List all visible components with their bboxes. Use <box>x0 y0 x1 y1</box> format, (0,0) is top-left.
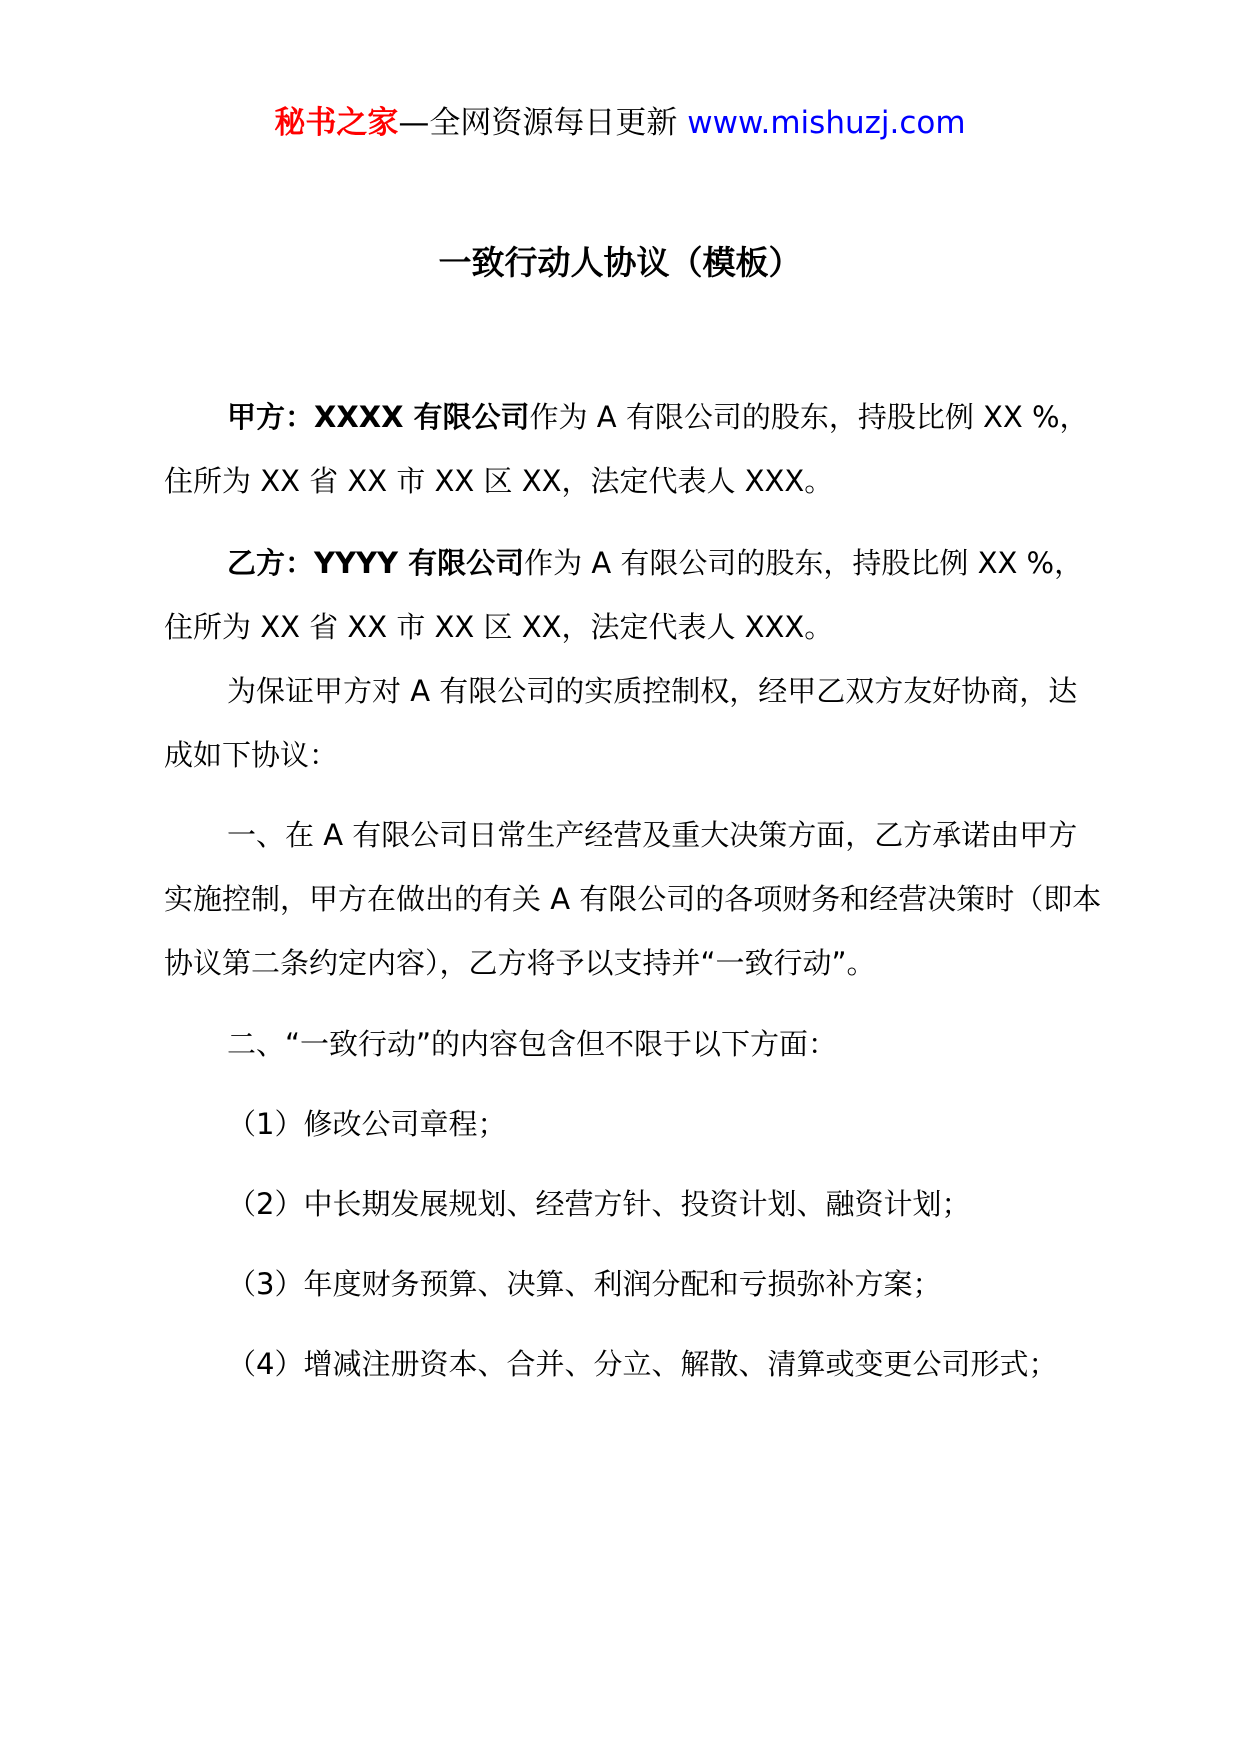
site-brand: 秘书之家 <box>274 105 399 141</box>
site-url-link[interactable]: www.mishuzj.com <box>687 105 966 141</box>
clause-two-paragraph: 二、“一致行动”的内容包含但不限于以下方面： <box>227 1027 838 1061</box>
list-item: （2）中长期发展规划、经营方针、投资计划、融资计划； <box>227 1187 971 1221</box>
document-body <box>164 385 1104 1396</box>
list-item: （1）修改公司章程； <box>227 1107 507 1141</box>
party-a-text: 作为 A 有限公司的股东，持股比例 XX %，住所为 XX 省 XX 市 XX 区 XX，法定代表人 XXX。 <box>164 400 1089 498</box>
list-item: （4）增减注册资本、合并、分立、解散、清算或变更公司形式； <box>227 1347 1058 1381</box>
list-item: （3）年度财务预算、决算、利润分配和亏损弥补方案； <box>227 1267 942 1301</box>
party-a-paragraph <box>164 385 1104 513</box>
party-b-paragraph <box>164 531 1104 659</box>
party-b-text: 作为 A 有限公司的股东，持股比例 XX %，住所为 XX 省 XX 市 XX 区 XX，法定代表人 XXX。 <box>164 546 1084 644</box>
clause-one-paragraph: 一、在 A 有限公司日常生产经营及重大决策方面，乙方承诺由甲方实施控制，甲方在做出的有关 A 有限公司的各项财务和经营决策时（即本协议第二条约定内容），乙方将予以支持并“一致行动”。 <box>164 818 1102 980</box>
site-header <box>0 100 1240 146</box>
intro-paragraph: 为保证甲方对 A 有限公司的实质控制权，经甲乙双方友好协商，达成如下协议： <box>164 674 1078 772</box>
document-title: 一致行动人协议（模板） <box>438 243 802 282</box>
party-b-label: 乙方：YYYY 有限公司 <box>227 546 525 580</box>
site-tagline: —全网资源每日更新 <box>398 105 688 141</box>
party-a-label: 甲方：XXXX 有限公司 <box>227 400 530 434</box>
